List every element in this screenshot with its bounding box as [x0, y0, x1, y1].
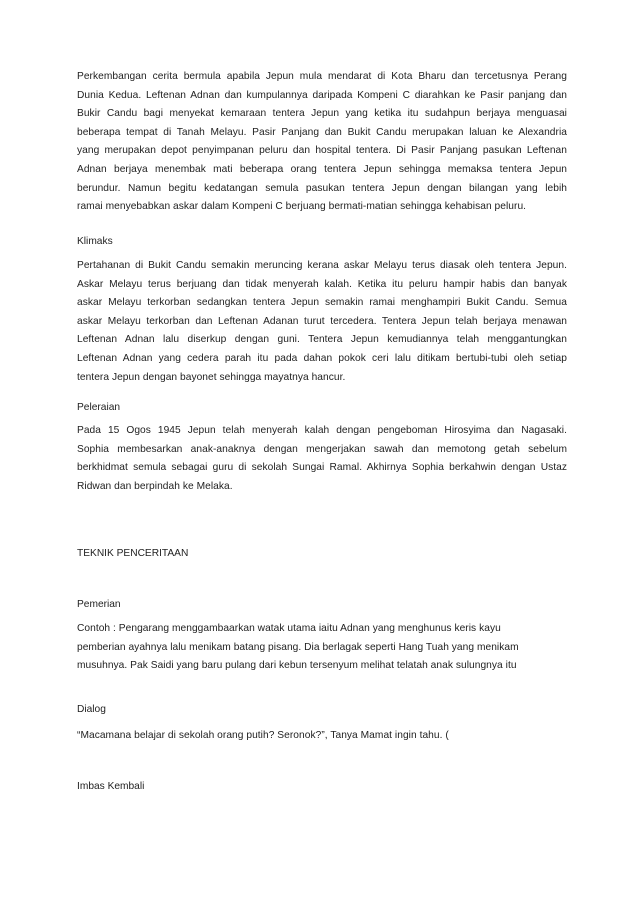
text-line: Pada 15 Ogos 1945 Jepun telah menyerah kalah dengan pengeboman Hirosyima dan Nagasaki.: [77, 425, 567, 436]
heading-pemerian: Pemerian: [77, 599, 121, 610]
text-line: Ridwan dan berpindah ke Melaka.: [77, 480, 233, 492]
paragraph-klimaks: [77, 257, 567, 387]
heading-klimaks: Klimaks: [77, 236, 113, 247]
text-line: Adnan berjaya menembak mati beberapa orang tentera Jepun sehingga memaksa tentera Jepun: [77, 163, 567, 175]
text-line: berkhidmat semula sebagai guru di sekolah Sungai Ramal. Akhirnya Sophia berkahwin dengan Ustaz: [77, 462, 567, 474]
text-line: askar Melayu terkorban dan Leftenan Adanan turut tercedera. Tentera Jepun telah berjaya menawan: [77, 315, 567, 327]
text-line: Dunia Kedua. Leftenan Adnan dan kumpulannya daripada Kompeni C diarahkan ke Pasir panjang dan: [77, 89, 567, 101]
text-line: “Macamana belajar di sekolah orang putih? Seronok?”, Tanya Mamat ingin tahu. (: [77, 730, 449, 741]
text-line: Leftenan Adnan lalu diserkup dengan guni. Tentera Jepun kemudiannya telah menggantungkan: [77, 334, 567, 346]
heading-teknik-penceritaan: TEKNIK PENCERITAAN: [77, 548, 189, 559]
paragraph-peleraian: [77, 422, 567, 496]
paragraph-dialog: [77, 727, 567, 746]
text-line: berundur. Namun begitu kedatangan semula pasukan tentera Jepun dengan bilangan yang lebih: [77, 182, 567, 194]
paragraph-perkembangan: [77, 68, 567, 217]
text-line: Sophia membesarkan anak-anaknya dengan mengerjakan sawah dan memotong getah sebelum: [77, 443, 567, 455]
text-line: askar Melayu terkorban sedangkan tentera Jepun semakin ramai menghampiri Bukit Candu. Semua: [77, 297, 567, 309]
text-line: Leftenan Adnan yang cedera parah itu pada dahan pokok ceri lalu ditikam bertubi-tubi oleh setiap: [77, 352, 567, 364]
text-line: Bukir Candu bagi menyekat kemaraan tentera Jepun yang ketika itu sudahpun berjaya menguasai: [77, 108, 567, 120]
heading-dialog: Dialog: [77, 704, 106, 715]
text-line: Askar Melayu terus berjuang dan tidak menyerah kalah. Ketika itu peluru hampir habis dan banyak: [77, 278, 567, 290]
paragraph-pemerian: [77, 620, 567, 676]
text-line: musuhnya. Pak Saidi yang baru pulang dari kebun tersenyum melihat telatah anak sulungnya itu: [77, 660, 517, 672]
text-line: Perkembangan cerita bermula apabila Jepun mula mendarat di Kota Bharu dan tercetusnya Perang: [77, 71, 567, 82]
text-line: ramai menyebabkan askar dalam Kompeni C berjuang bermati-matian sehingga kehabisan peluru.: [77, 201, 527, 213]
heading-imbas-kembali: Imbas Kembali: [77, 781, 145, 792]
text-line: tentera Jepun dengan bayonet sehingga mayatnya hancur.: [77, 371, 346, 383]
text-line: Contoh : Pengarang menggambaarkan watak utama iaitu Adnan yang menghunus keris kayu: [77, 623, 501, 634]
text-line: pemberian ayahnya lalu menikam batang pisang. Dia berlagak seperti Hang Tuah yang menikam: [77, 641, 519, 653]
text-line: yang merupakan depot penyimpanan peluru dan hospital tentera. Di Pasir Panjang pasukan Leftenan: [77, 145, 567, 157]
text-line: Pertahanan di Bukit Candu semakin meruncing kerana askar Melayu terus diasak oleh tentera Jepun.: [77, 260, 567, 271]
text-line: beberapa tempat di Tanah Melayu. Pasir Panjang dan Bukit Candu merupakan laluan ke Alexandria: [77, 126, 567, 138]
heading-peleraian: Peleraian: [77, 402, 121, 413]
